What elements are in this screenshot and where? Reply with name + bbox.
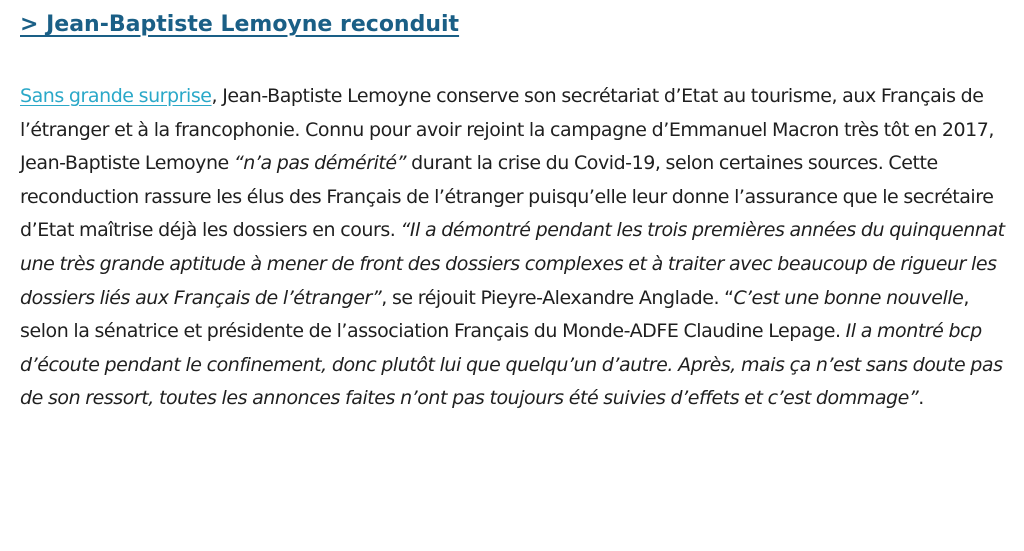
text-segment: . — [918, 387, 924, 410]
article-heading-link[interactable]: > Jean-Baptiste Lemoyne reconduit — [20, 12, 460, 37]
article — [20, 8, 1016, 416]
text-segment: , Jean-Baptiste Lemoyne conserve son secrétariat d’Etat au tourisme, aux Français de l’étranger et à la francophonie. Connu pour avoir rejoint la campagne d’Emmanuel Macron très tôt en 2017, Jean-Baptiste Lemoyne — [20, 85, 995, 175]
quote-segment: “n’a pas démérité” — [233, 152, 407, 175]
text-segment: , se réjouit Pieyre-Alexandre Anglade. “ — [381, 286, 734, 309]
quote-segment: Il a montré bcp d’écoute pendant le confinement, donc plutôt lui que quelqu’un d’autre. Après, mais ça n’est sans doute pas de son ressort, toutes les annonces faites n’ont pas toujours été suivies d’effets et c’est dommage” — [20, 320, 1003, 410]
article-paragraph — [20, 80, 1016, 416]
quote-segment: “Il a démontré pendant les trois premières années du quinquennat une très grande aptitude à mener de front des dossiers complexes et à traiter avec beaucoup de rigueur les dossiers liés aux Français de l’étranger” — [20, 219, 1005, 309]
text-segment: durant la crise du Covid-19, selon certaines sources. Cette reconduction rassure les élus des Français de l’étranger puisqu’elle leur donne l’assurance que le secrétaire d’Etat maîtrise déjà les dossiers en cours. — [20, 152, 994, 242]
source-link[interactable]: Sans grande surprise — [20, 85, 212, 107]
quote-segment: C’est une bonne nouvelle — [733, 286, 964, 309]
text-segment: , selon la sénatrice et présidente de l’association Français du Monde-ADFE Claudine Lepage. — [20, 286, 969, 343]
